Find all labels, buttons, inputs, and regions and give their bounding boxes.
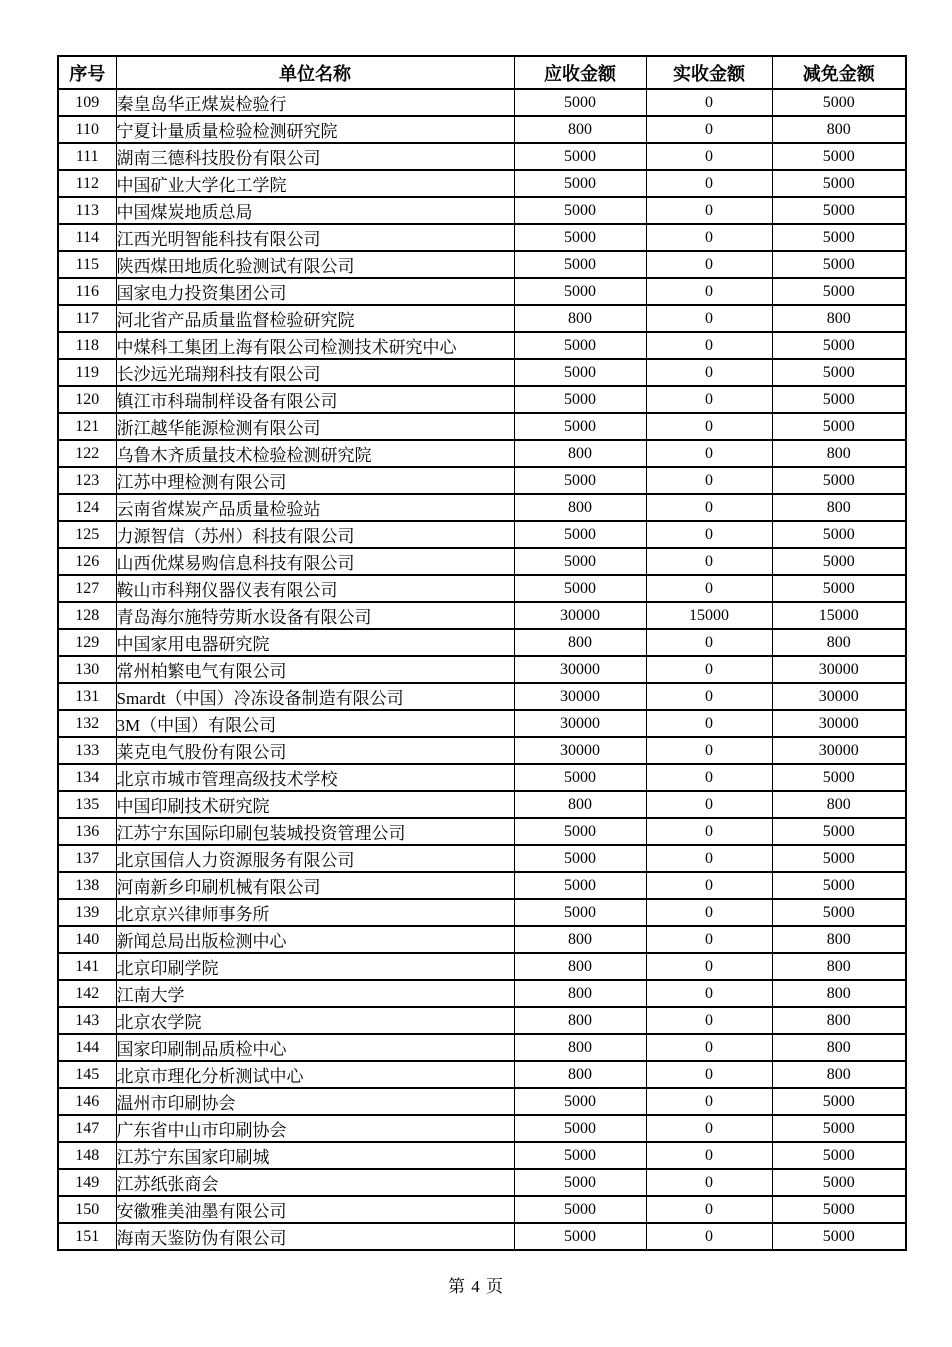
received-amount-cell: 0 [646, 278, 772, 305]
receivable-amount-cell: 5000 [514, 845, 646, 872]
reduction-amount-cell: 5000 [772, 413, 906, 440]
row-index-cell: 110 [58, 116, 116, 143]
column-header-index: 序号 [58, 56, 116, 89]
table-row [58, 1034, 906, 1061]
reduction-amount-cell: 30000 [772, 737, 906, 764]
received-amount-cell: 0 [646, 251, 772, 278]
table-row [58, 764, 906, 791]
received-amount-cell: 0 [646, 764, 772, 791]
unit-name-cell: 北京市城市管理高级技术学校 [116, 764, 514, 791]
receivable-amount-cell: 800 [514, 926, 646, 953]
received-amount-cell: 0 [646, 386, 772, 413]
reduction-amount-cell: 800 [772, 494, 906, 521]
table-row [58, 1223, 906, 1250]
unit-name-cell: 河北省产品质量监督检验研究院 [116, 305, 514, 332]
table-row [58, 413, 906, 440]
reduction-amount-cell: 5000 [772, 1196, 906, 1223]
receivable-amount-cell: 5000 [514, 332, 646, 359]
receivable-amount-cell: 800 [514, 305, 646, 332]
row-index-cell: 135 [58, 791, 116, 818]
receivable-amount-cell: 5000 [514, 197, 646, 224]
unit-name-cell: 中煤科工集团上海有限公司检测技术研究中心 [116, 332, 514, 359]
received-amount-cell: 0 [646, 1223, 772, 1250]
unit-name-cell: 力源智信（苏州）科技有限公司 [116, 521, 514, 548]
row-index-cell: 145 [58, 1061, 116, 1088]
receivable-amount-cell: 800 [514, 1061, 646, 1088]
receivable-amount-cell: 30000 [514, 737, 646, 764]
unit-name-cell: 青岛海尔施特劳斯水设备有限公司 [116, 602, 514, 629]
receivable-amount-cell: 5000 [514, 170, 646, 197]
received-amount-cell: 0 [646, 332, 772, 359]
receivable-amount-cell: 5000 [514, 251, 646, 278]
row-index-cell: 130 [58, 656, 116, 683]
row-index-cell: 150 [58, 1196, 116, 1223]
table-row [58, 602, 906, 629]
unit-name-cell: 国家电力投资集团公司 [116, 278, 514, 305]
row-index-cell: 151 [58, 1223, 116, 1250]
reduction-amount-cell: 5000 [772, 1223, 906, 1250]
row-index-cell: 132 [58, 710, 116, 737]
reduction-amount-cell: 5000 [772, 89, 906, 116]
table-row [58, 1007, 906, 1034]
received-amount-cell: 0 [646, 575, 772, 602]
received-amount-cell: 0 [646, 1169, 772, 1196]
row-index-cell: 140 [58, 926, 116, 953]
table-row [58, 440, 906, 467]
receivable-amount-cell: 5000 [514, 818, 646, 845]
table-row [58, 170, 906, 197]
unit-name-cell: Smardt（中国）冷冻设备制造有限公司 [116, 683, 514, 710]
row-index-cell: 111 [58, 143, 116, 170]
unit-name-cell: 常州柏繁电气有限公司 [116, 656, 514, 683]
reduction-amount-cell: 5000 [772, 1088, 906, 1115]
unit-name-cell: 新闻总局出版检测中心 [116, 926, 514, 953]
unit-name-cell: 江西光明智能科技有限公司 [116, 224, 514, 251]
unit-name-cell: 中国家用电器研究院 [116, 629, 514, 656]
row-index-cell: 118 [58, 332, 116, 359]
reduction-amount-cell: 800 [772, 440, 906, 467]
receivable-amount-cell: 5000 [514, 224, 646, 251]
table-row [58, 1169, 906, 1196]
unit-name-cell: 浙江越华能源检测有限公司 [116, 413, 514, 440]
unit-name-cell: 江苏中理检测有限公司 [116, 467, 514, 494]
received-amount-cell: 0 [646, 1034, 772, 1061]
unit-name-cell: 宁夏计量质量检验检测研究院 [116, 116, 514, 143]
unit-name-cell: 云南省煤炭产品质量检验站 [116, 494, 514, 521]
column-header-unit-name: 单位名称 [116, 56, 514, 89]
received-amount-cell: 0 [646, 710, 772, 737]
unit-name-cell: 镇江市科瑞制样设备有限公司 [116, 386, 514, 413]
reduction-amount-cell: 5000 [772, 1169, 906, 1196]
row-index-cell: 126 [58, 548, 116, 575]
reduction-amount-cell: 5000 [772, 845, 906, 872]
reduction-amount-cell: 5000 [772, 278, 906, 305]
row-index-cell: 143 [58, 1007, 116, 1034]
reduction-amount-cell: 5000 [772, 521, 906, 548]
receivable-amount-cell: 30000 [514, 656, 646, 683]
receivable-amount-cell: 800 [514, 791, 646, 818]
row-index-cell: 120 [58, 386, 116, 413]
row-index-cell: 109 [58, 89, 116, 116]
row-index-cell: 138 [58, 872, 116, 899]
table-row [58, 224, 906, 251]
received-amount-cell: 0 [646, 818, 772, 845]
unit-name-cell: 温州市印刷协会 [116, 1088, 514, 1115]
row-index-cell: 129 [58, 629, 116, 656]
column-header-receivable-amount: 应收金额 [514, 56, 646, 89]
received-amount-cell: 0 [646, 1007, 772, 1034]
receivable-amount-cell: 5000 [514, 764, 646, 791]
unit-name-cell: 江南大学 [116, 980, 514, 1007]
received-amount-cell: 0 [646, 413, 772, 440]
unit-name-cell: 江苏宁东国家印刷城 [116, 1142, 514, 1169]
reduction-amount-cell: 5000 [772, 1142, 906, 1169]
reduction-amount-cell: 800 [772, 1007, 906, 1034]
received-amount-cell: 0 [646, 683, 772, 710]
table-row [58, 980, 906, 1007]
reduction-amount-cell: 800 [772, 1061, 906, 1088]
unit-name-cell: 国家印刷制品质检中心 [116, 1034, 514, 1061]
unit-name-cell: 广东省中山市印刷协会 [116, 1115, 514, 1142]
row-index-cell: 139 [58, 899, 116, 926]
row-index-cell: 113 [58, 197, 116, 224]
receivable-amount-cell: 5000 [514, 1196, 646, 1223]
reduction-amount-cell: 800 [772, 1034, 906, 1061]
row-index-cell: 124 [58, 494, 116, 521]
table-row [58, 305, 906, 332]
table-row [58, 737, 906, 764]
received-amount-cell: 0 [646, 629, 772, 656]
table-row [58, 1115, 906, 1142]
table-row [58, 278, 906, 305]
table-row [58, 1088, 906, 1115]
table-row [58, 548, 906, 575]
unit-name-cell: 秦皇岛华正煤炭检验行 [116, 89, 514, 116]
receivable-amount-cell: 5000 [514, 1169, 646, 1196]
received-amount-cell: 0 [646, 521, 772, 548]
received-amount-cell: 0 [646, 359, 772, 386]
reduction-amount-cell: 5000 [772, 332, 906, 359]
received-amount-cell: 0 [646, 494, 772, 521]
reduction-amount-cell: 800 [772, 953, 906, 980]
reduction-amount-cell: 800 [772, 629, 906, 656]
receivable-amount-cell: 5000 [514, 575, 646, 602]
receivable-amount-cell: 5000 [514, 899, 646, 926]
received-amount-cell: 0 [646, 845, 772, 872]
unit-name-cell: 乌鲁木齐质量技术检验检测研究院 [116, 440, 514, 467]
received-amount-cell: 0 [646, 116, 772, 143]
reduction-amount-cell: 5000 [772, 818, 906, 845]
reduction-amount-cell: 5000 [772, 575, 906, 602]
unit-name-cell: 陕西煤田地质化验测试有限公司 [116, 251, 514, 278]
received-amount-cell: 0 [646, 656, 772, 683]
received-amount-cell: 0 [646, 170, 772, 197]
receivable-amount-cell: 5000 [514, 467, 646, 494]
row-index-cell: 149 [58, 1169, 116, 1196]
received-amount-cell: 0 [646, 980, 772, 1007]
reduction-amount-cell: 30000 [772, 683, 906, 710]
table-row [58, 197, 906, 224]
table-row [58, 1196, 906, 1223]
receivable-amount-cell: 30000 [514, 710, 646, 737]
reduction-amount-cell: 5000 [772, 386, 906, 413]
table-row [58, 359, 906, 386]
row-index-cell: 123 [58, 467, 116, 494]
receivable-amount-cell: 5000 [514, 413, 646, 440]
reduction-amount-cell: 30000 [772, 656, 906, 683]
page-number-footer: 第 4 页 [448, 1277, 504, 1296]
table-row [58, 629, 906, 656]
row-index-cell: 148 [58, 1142, 116, 1169]
table-row [58, 332, 906, 359]
row-index-cell: 131 [58, 683, 116, 710]
table-row [58, 116, 906, 143]
row-index-cell: 146 [58, 1088, 116, 1115]
unit-name-cell: 3M（中国）有限公司 [116, 710, 514, 737]
row-index-cell: 114 [58, 224, 116, 251]
received-amount-cell: 0 [646, 1088, 772, 1115]
table-row [58, 791, 906, 818]
received-amount-cell: 0 [646, 197, 772, 224]
receivable-amount-cell: 5000 [514, 386, 646, 413]
reduction-amount-cell: 5000 [772, 251, 906, 278]
row-index-cell: 144 [58, 1034, 116, 1061]
table-row [58, 818, 906, 845]
receivable-amount-cell: 5000 [514, 1088, 646, 1115]
row-index-cell: 147 [58, 1115, 116, 1142]
unit-name-cell: 长沙远光瑞翔科技有限公司 [116, 359, 514, 386]
row-index-cell: 134 [58, 764, 116, 791]
reduction-amount-cell: 5000 [772, 764, 906, 791]
row-index-cell: 133 [58, 737, 116, 764]
table-row [58, 1142, 906, 1169]
table-row [58, 926, 906, 953]
reduction-amount-cell: 5000 [772, 197, 906, 224]
receivable-amount-cell: 5000 [514, 872, 646, 899]
fee-table [57, 55, 907, 1251]
received-amount-cell: 0 [646, 953, 772, 980]
reduction-amount-cell: 30000 [772, 710, 906, 737]
received-amount-cell: 0 [646, 467, 772, 494]
row-index-cell: 136 [58, 818, 116, 845]
received-amount-cell: 0 [646, 899, 772, 926]
row-index-cell: 142 [58, 980, 116, 1007]
unit-name-cell: 中国印刷技术研究院 [116, 791, 514, 818]
unit-name-cell: 山西优煤易购信息科技有限公司 [116, 548, 514, 575]
receivable-amount-cell: 30000 [514, 683, 646, 710]
receivable-amount-cell: 5000 [514, 1223, 646, 1250]
row-index-cell: 127 [58, 575, 116, 602]
row-index-cell: 119 [58, 359, 116, 386]
unit-name-cell: 中国煤炭地质总局 [116, 197, 514, 224]
reduction-amount-cell: 800 [772, 116, 906, 143]
reduction-amount-cell: 5000 [772, 467, 906, 494]
row-index-cell: 141 [58, 953, 116, 980]
unit-name-cell: 北京京兴律师事务所 [116, 899, 514, 926]
row-index-cell: 128 [58, 602, 116, 629]
table-row [58, 656, 906, 683]
receivable-amount-cell: 800 [514, 980, 646, 1007]
row-index-cell: 117 [58, 305, 116, 332]
receivable-amount-cell: 5000 [514, 359, 646, 386]
unit-name-cell: 湖南三德科技股份有限公司 [116, 143, 514, 170]
received-amount-cell: 15000 [646, 602, 772, 629]
unit-name-cell: 江苏纸张商会 [116, 1169, 514, 1196]
received-amount-cell: 0 [646, 548, 772, 575]
table-row [58, 251, 906, 278]
received-amount-cell: 0 [646, 1196, 772, 1223]
unit-name-cell: 中国矿业大学化工学院 [116, 170, 514, 197]
reduction-amount-cell: 800 [772, 926, 906, 953]
reduction-amount-cell: 5000 [772, 899, 906, 926]
unit-name-cell: 鞍山市科翔仪器仪表有限公司 [116, 575, 514, 602]
unit-name-cell: 江苏宁东国际印刷包装城投资管理公司 [116, 818, 514, 845]
unit-name-cell: 北京市理化分析测试中心 [116, 1061, 514, 1088]
reduction-amount-cell: 5000 [772, 1115, 906, 1142]
reduction-amount-cell: 800 [772, 980, 906, 1007]
receivable-amount-cell: 800 [514, 629, 646, 656]
receivable-amount-cell: 800 [514, 116, 646, 143]
unit-name-cell: 安徽雅美油墨有限公司 [116, 1196, 514, 1223]
row-index-cell: 125 [58, 521, 116, 548]
table-row [58, 953, 906, 980]
unit-name-cell: 北京国信人力资源服务有限公司 [116, 845, 514, 872]
reduction-amount-cell: 5000 [772, 224, 906, 251]
reduction-amount-cell: 5000 [772, 548, 906, 575]
received-amount-cell: 0 [646, 926, 772, 953]
received-amount-cell: 0 [646, 440, 772, 467]
table-row [58, 521, 906, 548]
table-row [58, 143, 906, 170]
receivable-amount-cell: 5000 [514, 548, 646, 575]
receivable-amount-cell: 800 [514, 953, 646, 980]
receivable-amount-cell: 800 [514, 440, 646, 467]
reduction-amount-cell: 800 [772, 791, 906, 818]
table-row [58, 386, 906, 413]
receivable-amount-cell: 800 [514, 1007, 646, 1034]
reduction-amount-cell: 5000 [772, 359, 906, 386]
received-amount-cell: 0 [646, 1061, 772, 1088]
row-index-cell: 115 [58, 251, 116, 278]
reduction-amount-cell: 5000 [772, 872, 906, 899]
received-amount-cell: 0 [646, 89, 772, 116]
table-row [58, 494, 906, 521]
table-row [58, 575, 906, 602]
receivable-amount-cell: 5000 [514, 1142, 646, 1169]
receivable-amount-cell: 5000 [514, 89, 646, 116]
receivable-amount-cell: 5000 [514, 143, 646, 170]
row-index-cell: 121 [58, 413, 116, 440]
table-row [58, 872, 906, 899]
reduction-amount-cell: 800 [772, 305, 906, 332]
receivable-amount-cell: 5000 [514, 521, 646, 548]
table-row [58, 899, 906, 926]
received-amount-cell: 0 [646, 737, 772, 764]
receivable-amount-cell: 800 [514, 494, 646, 521]
table-row [58, 845, 906, 872]
received-amount-cell: 0 [646, 1115, 772, 1142]
received-amount-cell: 0 [646, 305, 772, 332]
table-header-row [58, 56, 906, 89]
unit-name-cell: 河南新乡印刷机械有限公司 [116, 872, 514, 899]
received-amount-cell: 0 [646, 1142, 772, 1169]
reduction-amount-cell: 15000 [772, 602, 906, 629]
row-index-cell: 137 [58, 845, 116, 872]
received-amount-cell: 0 [646, 872, 772, 899]
reduction-amount-cell: 5000 [772, 143, 906, 170]
reduction-amount-cell: 5000 [772, 170, 906, 197]
unit-name-cell: 莱克电气股份有限公司 [116, 737, 514, 764]
table-row [58, 1061, 906, 1088]
received-amount-cell: 0 [646, 143, 772, 170]
column-header-reduction-amount: 减免金额 [772, 56, 906, 89]
column-header-received-amount: 实收金额 [646, 56, 772, 89]
table-row [58, 683, 906, 710]
received-amount-cell: 0 [646, 224, 772, 251]
row-index-cell: 122 [58, 440, 116, 467]
receivable-amount-cell: 5000 [514, 1115, 646, 1142]
table-row [58, 89, 906, 116]
receivable-amount-cell: 5000 [514, 278, 646, 305]
row-index-cell: 116 [58, 278, 116, 305]
unit-name-cell: 北京农学院 [116, 1007, 514, 1034]
table-row [58, 710, 906, 737]
unit-name-cell: 海南天鉴防伪有限公司 [116, 1223, 514, 1250]
unit-name-cell: 北京印刷学院 [116, 953, 514, 980]
received-amount-cell: 0 [646, 791, 772, 818]
receivable-amount-cell: 30000 [514, 602, 646, 629]
table-row [58, 467, 906, 494]
row-index-cell: 112 [58, 170, 116, 197]
receivable-amount-cell: 800 [514, 1034, 646, 1061]
